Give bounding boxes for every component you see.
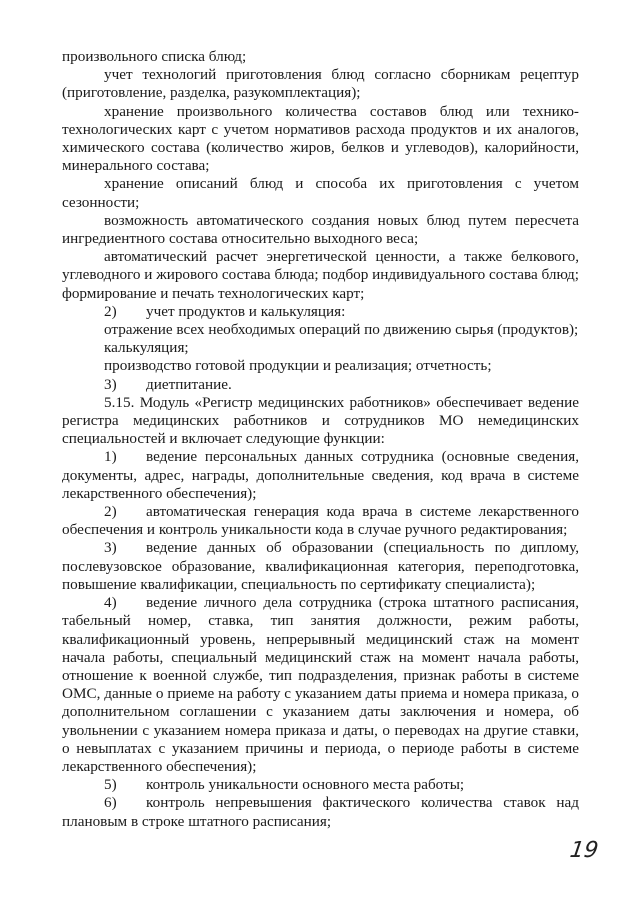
- paragraph: автоматический расчет энергетической ценности, а также белкового, углеводного и жирового состава блюда; подбор индивидуального состава блюд; формирование и печать технологических карт;: [62, 248, 580, 302]
- page-number: 19: [568, 838, 600, 863]
- paragraph: производство готовой продукции и реализация; отчетность;: [104, 357, 492, 375]
- list-item: 6) контроль непревышения фактического количества ставок над плановым в строке штатного расписания;: [62, 794, 579, 830]
- list-number: 4): [104, 594, 117, 612]
- paragraph: калькуляция;: [104, 339, 189, 357]
- list-item: 5) контроль уникальности основного места работы;: [104, 776, 465, 794]
- list-item: 2) учет продуктов и калькуляция:: [104, 302, 346, 320]
- list-item: 3) ведение данных об образовании (специальность по диплому, послевузовское образование, квалификационная категория, переподготовка, повышение квалификации, специальность по сертификату специалиста);: [62, 539, 579, 593]
- paragraph: хранение произвольного количества составов блюд или технико-технологических карт с учетом нормативов расхода продуктов и их аналогов, химического состава (количество жиров, белков и углеводов), калорийности, минерального состава;: [62, 102, 579, 175]
- list-number: 2): [104, 302, 117, 320]
- paragraph: произвольного списка блюд;: [62, 48, 247, 65]
- list-item: 4) ведение личного дела сотрудника (строка штатного расписания, табельный номер, ставка, тип занятия должности, режим работы, квалификационный уровень, непрерывный медицинский стаж на момент начала работы, специальный медицинский стаж на момент начала работы, отношение к военной службе, тип подразделения, признак работы в системе ОМС, данные о приеме на работу с указанием даты приема и номера приказа, о дополнительном соглашении с указанием даты заключения и номера, об увольнении с указанием номера приказа и даты, о переводах на другие ставки, о невыплатах с указанием причины и периода, о периоде работы в системе лекарственного обеспечения);: [62, 594, 579, 775]
- section-paragraph: 5.15. Модуль «Регистр медицинских работников» обеспечивает ведение регистра медицинских работников и сотрудников МО немедицинских специальностей и включает следующие функции:: [62, 393, 579, 448]
- paragraph: хранение описаний блюд и способа их приготовления с учетом сезонности;: [62, 175, 579, 211]
- paragraph: отражение всех необходимых операций по движению сырья (продуктов);: [104, 321, 579, 339]
- list-number: 6): [104, 794, 117, 812]
- paragraph: возможность автоматического создания новых блюд путем пересчета ингредиентного состава относительно выходного веса;: [62, 211, 579, 248]
- list-number: 3): [104, 375, 117, 393]
- list-number: 5): [104, 776, 117, 794]
- list-number: 3): [104, 539, 117, 557]
- paragraph: учет технологий приготовления блюд согласно сборникам рецептур (приготовление, разделка, разукомплектация);: [62, 66, 579, 102]
- list-item: 3) диетпитание.: [104, 375, 232, 393]
- list-number: 2): [104, 503, 117, 521]
- list-item: 1) ведение персональных данных сотрудника (основные сведения, документы, адрес, награды, дополнительные сведения, код врача в системе лекарственного обеспечения);: [62, 448, 579, 502]
- document-body: [62, 48, 579, 831]
- list-number: 1): [104, 448, 117, 466]
- list-item: 2) автоматическая генерация кода врача в системе лекарственного обеспечения и контроль уникальности кода в случае ручного редактирования;: [62, 503, 579, 539]
